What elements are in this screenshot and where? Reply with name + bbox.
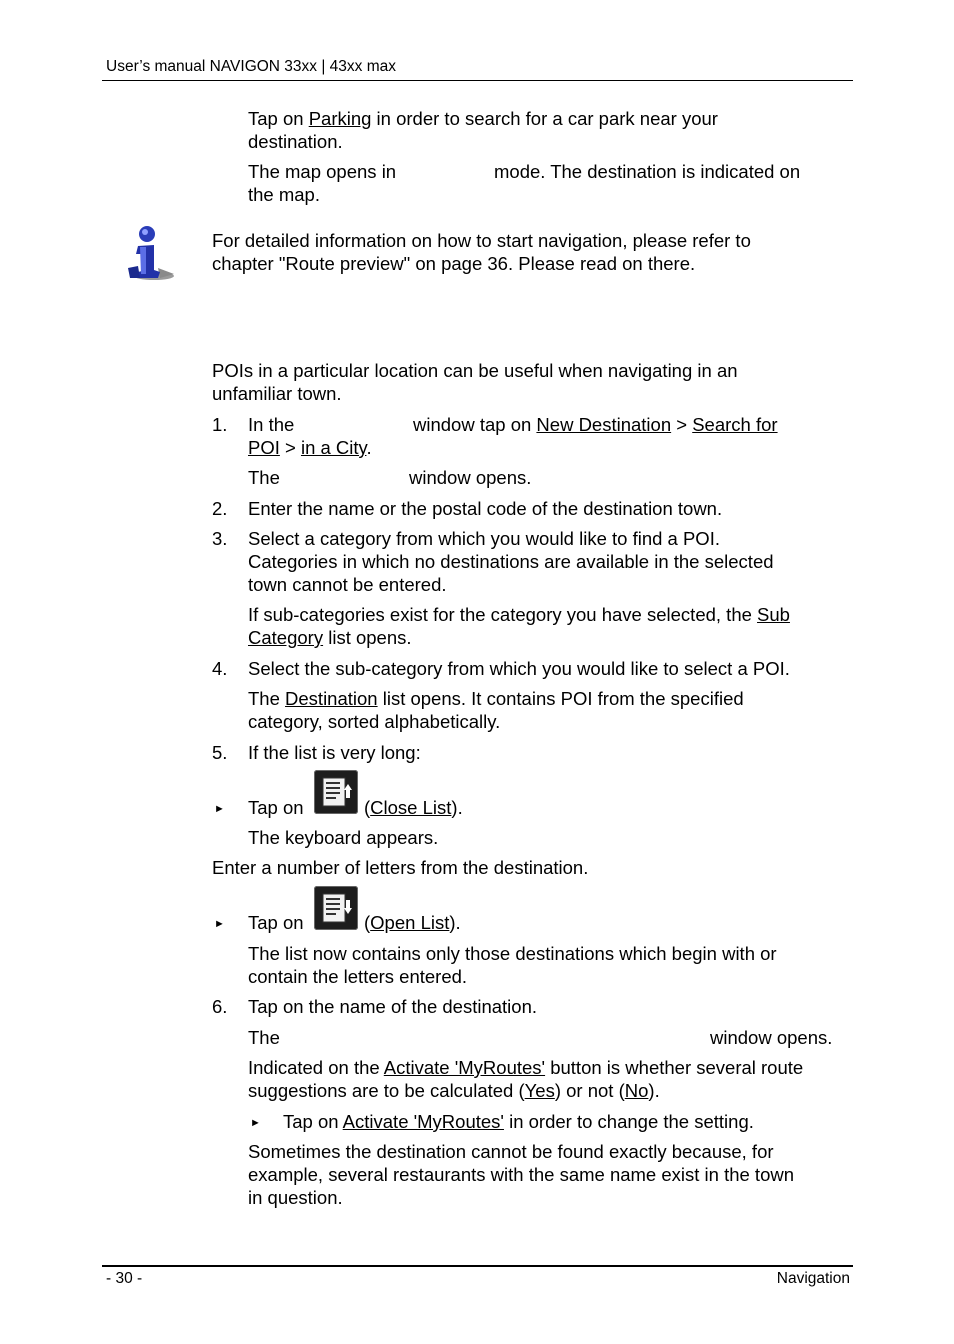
step3-line3: town cannot be entered. xyxy=(248,574,447,595)
step6-note-pre: The xyxy=(248,1027,280,1048)
step1-dot: . xyxy=(366,437,372,458)
myroutes-mid: ) or not ( xyxy=(554,1080,625,1101)
tap-myroutes-pre: Tap on xyxy=(283,1111,343,1132)
step-number-5: 5. xyxy=(212,742,228,763)
myroutes-pre: Indicated on the xyxy=(248,1057,384,1078)
close-tap-on: Tap on xyxy=(248,797,304,818)
info-line2: chapter "Route preview" on page 36. Please read on there. xyxy=(212,253,696,274)
sometimes-line2: example, several restaurants with the same name exist in the town xyxy=(248,1164,795,1185)
sometimes-line1: Sometimes the destination cannot be found exactly because, for xyxy=(248,1141,774,1162)
step3-line1: Select a category from which you would like to find a POI. xyxy=(248,528,720,549)
open-tap-on: Tap on xyxy=(248,912,304,933)
tap-myroutes-line xyxy=(283,1110,754,1133)
sometimes-line3: in question. xyxy=(248,1187,343,1208)
list-contains-line1: The list now contains only those destinations which begin with or xyxy=(248,943,777,964)
open-list-link: Open List xyxy=(370,912,450,933)
poi-intro-line1: POIs in a particular location can be useful when navigating in an xyxy=(212,360,738,381)
parking-line2: destination. xyxy=(248,131,343,152)
step3-line2: Categories in which no destinations are available in the selected xyxy=(248,551,774,572)
activate-myroutes-link-2: Activate 'MyRoutes' xyxy=(342,1111,504,1132)
activate-myroutes-link: Activate 'MyRoutes' xyxy=(383,1057,546,1078)
step-number-4: 4. xyxy=(212,658,228,679)
parking-link: Parking xyxy=(308,108,372,129)
close-list-link: Close List xyxy=(370,797,452,818)
tap-myroutes-post: in order to change the setting. xyxy=(503,1111,754,1132)
close-paren-open: ( xyxy=(364,797,371,818)
info-line1: For detailed information on how to start navigation, please refer to xyxy=(212,230,751,251)
step6-text: Tap on the name of the destination. xyxy=(248,996,538,1017)
step6-note-post: window opens. xyxy=(710,1027,833,1048)
step4-note-post: list opens. It contains POI from the specified xyxy=(377,688,744,709)
new-destination-link: New Destination xyxy=(536,414,672,435)
map-opens-line2: the map. xyxy=(248,184,320,205)
map-opens-pre: The map opens in xyxy=(248,161,397,182)
gt-separator: > xyxy=(676,414,688,435)
info-person-icon xyxy=(124,224,176,282)
no-link: No xyxy=(624,1080,649,1101)
step1-pre: In the xyxy=(248,414,295,435)
open-paren-open: ( xyxy=(364,912,371,933)
bullet-arrow-icon: ► xyxy=(250,1117,261,1129)
search-for-poi-link-a: Search for xyxy=(692,414,778,435)
bullet-arrow-icon: ► xyxy=(214,918,225,930)
parking-text-post: in order to search for a car park near your xyxy=(371,108,718,129)
myroutes-post: button is whether several route xyxy=(545,1057,804,1078)
bullet-arrow-icon: ► xyxy=(214,803,225,815)
step3-note-post: list opens. xyxy=(323,627,412,648)
step1-text xyxy=(413,413,778,436)
step3-note-line2 xyxy=(248,626,412,649)
myroutes-end: ). xyxy=(648,1080,660,1101)
step-number-1: 1. xyxy=(212,414,228,435)
running-header: User’s manual NAVIGON 33xx | 43xx max xyxy=(106,58,397,75)
parking-paragraph xyxy=(248,107,718,130)
step1-line2 xyxy=(248,436,372,459)
step1-mid: window tap on xyxy=(413,414,532,435)
footer-rule xyxy=(102,1265,853,1267)
close-list-label xyxy=(364,796,463,819)
step3-note-text: If sub-categories exist for the category you have selected, the xyxy=(248,604,752,625)
step-number-6: 6. xyxy=(212,996,228,1017)
close-paren-close: ). xyxy=(451,797,463,818)
map-opens-post: mode. The destination is indicated on xyxy=(494,161,801,182)
step3-note-line1 xyxy=(248,603,790,626)
step1-note-pre: The xyxy=(248,467,280,488)
yes-link: Yes xyxy=(524,1080,555,1101)
myroutes-line1 xyxy=(248,1056,803,1079)
myroutes-line2-pre: suggestions are to be calculated ( xyxy=(248,1080,525,1101)
step1-note-post: window opens. xyxy=(409,467,532,488)
myroutes-line2 xyxy=(248,1079,660,1102)
footer-section: Navigation xyxy=(776,1270,850,1287)
step4-note-line1 xyxy=(248,687,744,710)
open-list-label xyxy=(364,911,461,934)
enter-letters: Enter a number of letters from the destination. xyxy=(212,857,589,878)
poi-intro-line2: unfamiliar town. xyxy=(212,383,342,404)
parking-text: Tap on xyxy=(248,108,309,129)
gt-separator-2: > xyxy=(285,437,296,458)
in-a-city-link: in a City xyxy=(300,437,367,458)
list-contains-line2: contain the letters entered. xyxy=(248,966,468,987)
open-list-icon xyxy=(314,886,358,930)
step4-note-pre: The xyxy=(248,688,286,709)
sub-category-link-a: Sub xyxy=(757,604,790,625)
step-number-2: 2. xyxy=(212,498,228,519)
step2-text: Enter the name or the postal code of the destination town. xyxy=(248,498,723,519)
step5-text: If the list is very long: xyxy=(248,742,421,763)
page-number: - 30 - xyxy=(106,1270,143,1287)
step4-note-line2: category, sorted alphabetically. xyxy=(248,711,501,732)
close-list-icon xyxy=(314,770,358,814)
header-rule xyxy=(102,80,853,81)
step-number-3: 3. xyxy=(212,528,228,549)
sub-category-link-b: Category xyxy=(248,627,324,648)
destination-link: Destination xyxy=(285,688,378,709)
step4-text: Select the sub-category from which you would like to select a POI. xyxy=(248,658,790,679)
keyboard-appears: The keyboard appears. xyxy=(248,827,439,848)
search-for-poi-link-b: POI xyxy=(248,437,280,458)
open-paren-close: ). xyxy=(449,912,461,933)
